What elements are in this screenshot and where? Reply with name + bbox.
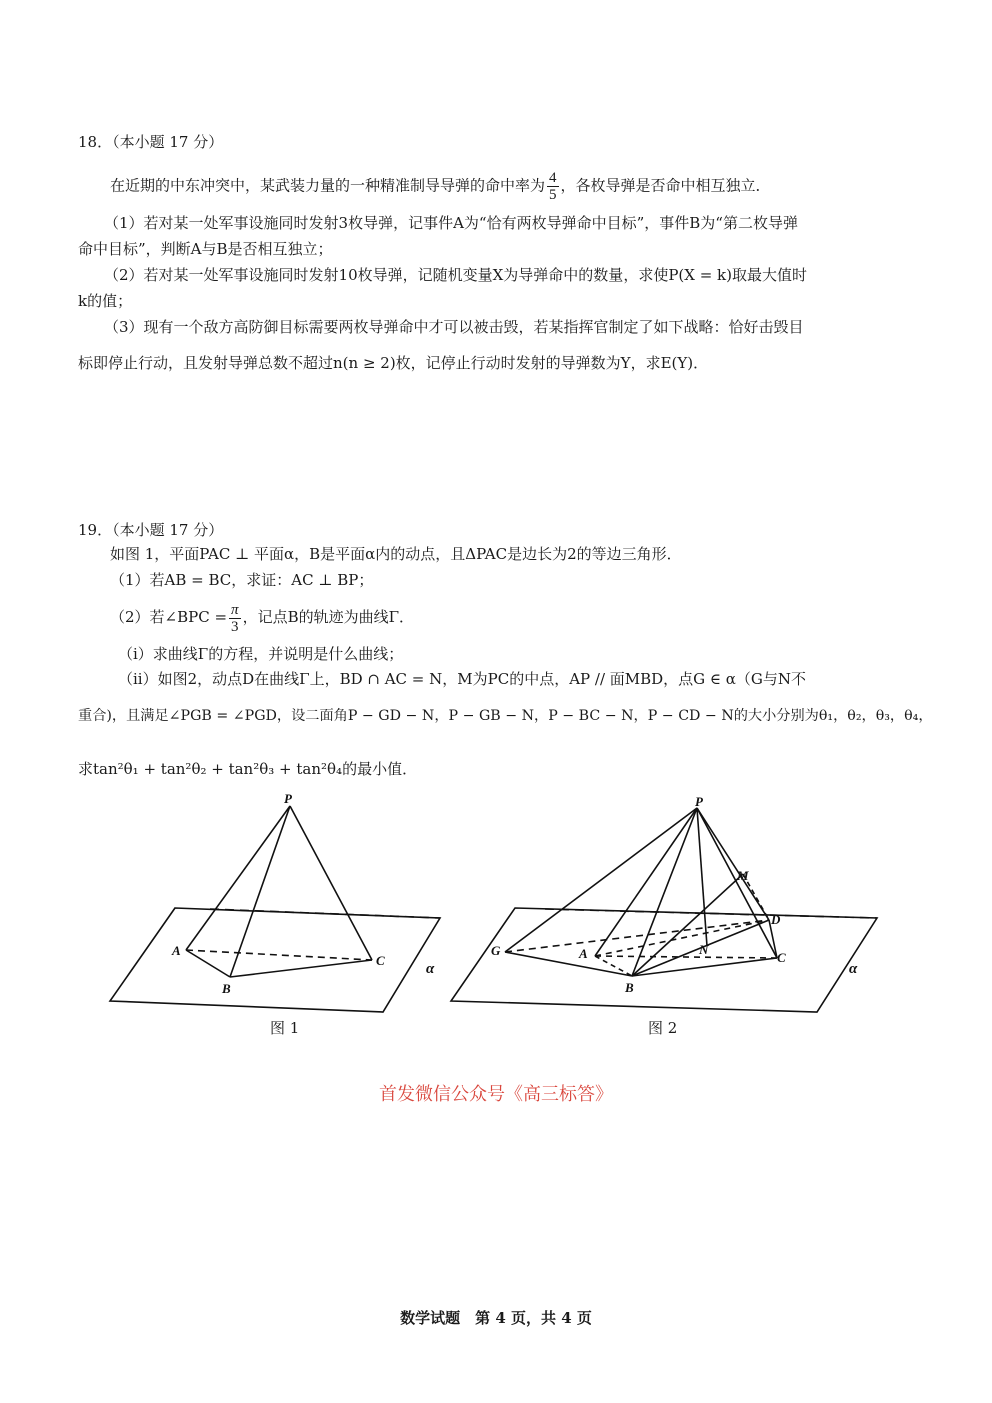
q19-fraction bbox=[229, 602, 241, 635]
q19-header bbox=[78, 519, 223, 541]
fig1-label-A: A bbox=[172, 943, 181, 958]
fig2-edge-PA bbox=[595, 808, 697, 956]
q19-frac-num: π bbox=[231, 601, 239, 618]
q18-part2-line2: k的值； bbox=[78, 292, 133, 310]
fig2-edge-PG bbox=[505, 808, 697, 952]
fig1-edge-PA bbox=[186, 806, 290, 950]
fig2-edge-GB bbox=[505, 952, 632, 976]
q19-frac-den: 3 bbox=[231, 618, 239, 635]
fig1-plane-alpha bbox=[110, 908, 440, 1012]
q19-part-ii-line3: 求tan²θ₁ + tan²θ₂ + tan²θ₃ + tan²θ₄的最小值． bbox=[78, 760, 418, 778]
fig2-edge-PN bbox=[697, 808, 707, 946]
q19-intro: 如图 1，平面PAC ⊥ 平面α，B是平面α内的动点，且ΔPAC是边长为2的等边三角形． bbox=[110, 545, 682, 563]
q18-part2-line1: （2）若对某一处军事设施同时发射10枚导弹，记随机变量X为导弹命中的数量，求使P(X = k)取最大值时 bbox=[104, 266, 807, 284]
fig2-edge-PC bbox=[697, 808, 777, 958]
fig1-edge-BC bbox=[230, 960, 372, 977]
q19-part1: （1）若AB = BC，求证：AC ⊥ BP； bbox=[110, 571, 374, 589]
fig2-label-D: D bbox=[771, 912, 781, 927]
fig1-caption: 图 1 bbox=[270, 1019, 300, 1037]
q19-score: （本小题 17 分） bbox=[112, 521, 224, 539]
fig2-plane-alpha bbox=[451, 908, 877, 1012]
watermark-text: 首发微信公众号《高三标答》 bbox=[379, 1084, 613, 1105]
q18-header bbox=[78, 131, 223, 153]
q19-part2-a: （2）若∠BPC = bbox=[110, 608, 228, 626]
q18-part1-line2: 命中目标”，判断A与B是否相互独立； bbox=[78, 240, 333, 258]
q18-intro-b: ，各枚导弹是否命中相互独立． bbox=[560, 176, 771, 195]
fig2-edge-PD bbox=[697, 808, 769, 920]
figure-2 bbox=[445, 790, 885, 1020]
q19-part-i: （i）求曲线Γ的方程，并说明是什么曲线； bbox=[118, 645, 404, 663]
fig1-label-P: P bbox=[284, 791, 292, 806]
fig2-edge-AD-dash bbox=[595, 920, 769, 956]
q19-part2-b: ，记点B的轨迹为曲线Γ． bbox=[242, 608, 414, 626]
fig2-label-G: G bbox=[491, 943, 501, 958]
fig2-label-P: P bbox=[695, 794, 703, 809]
fig1-label-alpha: α bbox=[426, 961, 435, 977]
page-footer: 数学试题 第 4 页，共 4 页 bbox=[400, 1309, 592, 1327]
q18-part1-line1: （1）若对某一处军事设施同时发射3枚导弹，记事件A为“恰有两枚导弹命中目标”，事件B为“第二枚导弹 bbox=[104, 214, 798, 232]
fig2-label-C: C bbox=[777, 950, 786, 965]
fig1-edge-AC bbox=[186, 950, 372, 960]
fig1-edge-AB bbox=[186, 950, 230, 977]
q18-intro-a: 在近期的中东冲突中，某武装力量的一种精准制导导弹的命中率为 bbox=[110, 176, 546, 195]
fig2-label-N: N bbox=[699, 942, 709, 957]
q18-frac-den: 5 bbox=[549, 187, 557, 203]
fig2-label-B: B bbox=[625, 980, 634, 995]
fig2-caption: 图 2 bbox=[648, 1019, 678, 1037]
q18-fraction bbox=[547, 170, 559, 203]
q18-part3-line2: 标即停止行动，且发射导弹总数不超过n(n ≥ 2)枚，记停止行动时发射的导弹数为Y，求E(Y)． bbox=[78, 354, 709, 372]
fig2-label-A: A bbox=[579, 946, 588, 961]
figure-1 bbox=[100, 790, 460, 1020]
fig1-label-C: C bbox=[376, 953, 385, 968]
fig2-edge-AN-dash bbox=[595, 956, 777, 958]
fig2-label-alpha: α bbox=[849, 961, 858, 977]
fig1-edge-PB bbox=[230, 806, 290, 977]
q18-score: （本小题 17 分） bbox=[112, 133, 224, 151]
q18-frac-num: 4 bbox=[549, 170, 557, 186]
fig1-label-B: B bbox=[222, 981, 231, 996]
q18-intro bbox=[110, 170, 771, 203]
q19-part-ii-line1: （ii）如图2，动点D在曲线Γ上，BD ∩ AC = N，M为PC的中点，AP // 面MBD，点G ∈ α（G与N不 bbox=[118, 670, 807, 688]
q18-part3-line1: （3）现有一个敌方高防御目标需要两枚导弹命中才可以被击毁，若某指挥官制定了如下战略：恰好击毁目 bbox=[104, 318, 804, 336]
q19-number: 19． bbox=[78, 521, 113, 539]
fig1-edge-PC bbox=[290, 806, 372, 960]
q18-number: 18． bbox=[78, 133, 113, 151]
q19-part-ii-line2: 重合)，且满足∠PGB = ∠PGD，设二面角P − GD − N，P − GB − N，P − BC − N，P − CD − N的大小分别为θ₁，θ₂，θ₃，θ₄， bbox=[78, 708, 933, 724]
fig2-label-M: M bbox=[737, 868, 749, 883]
q19-part2 bbox=[110, 600, 414, 635]
